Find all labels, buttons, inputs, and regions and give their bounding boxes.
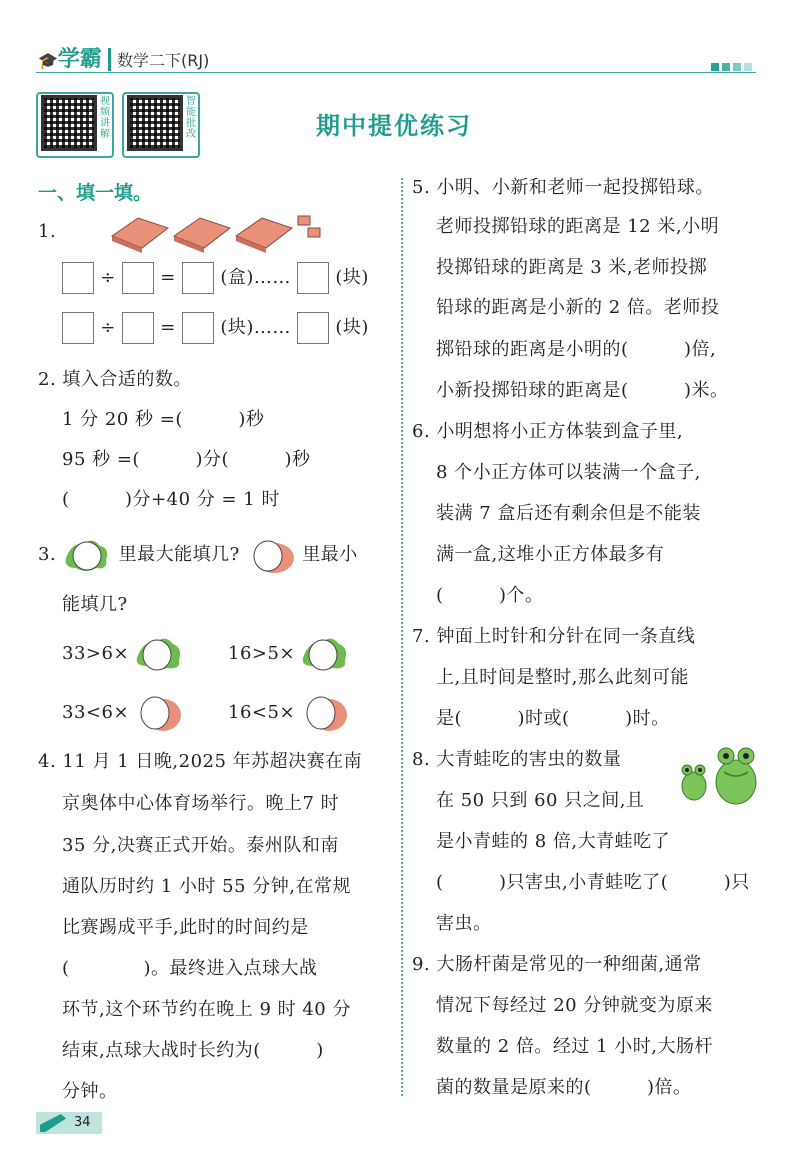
qr-caption: 视频讲解 xyxy=(100,96,110,140)
q4-line: 比赛踢成平手,此时的时间约是 xyxy=(62,917,309,938)
q6-line: 8 个小正方体可以装满一个盒子, xyxy=(436,462,701,483)
column-divider xyxy=(401,178,403,1096)
leaf-circle-icon xyxy=(135,636,183,672)
q7-line: 7. 钟面上时针和分针在同一条直线 xyxy=(412,626,696,647)
q5-line: 老师投掷铅球的距离是 12 米,小明 xyxy=(436,216,720,237)
q4-line: 35 分,决赛正式开始。泰州队和南 xyxy=(62,835,339,856)
q9-line: 菌的数量是原来的( )倍。 xyxy=(436,1077,692,1098)
q8-line: ( )只害虫,小青蛙吃了( )只 xyxy=(436,872,750,893)
chocolate-piece-icon xyxy=(298,216,310,225)
q1-row1: ÷ = (盒)…… (块) xyxy=(62,262,369,294)
book-subtitle: 数学二下(RJ) xyxy=(108,48,209,71)
q4-line: 通队历时约 1 小时 55 分钟,在常规 xyxy=(62,876,351,897)
q6-line: ( )个。 xyxy=(436,585,544,606)
q6-line: 满一盒,这堆小正方体最多有 xyxy=(436,544,665,565)
page-number-tab xyxy=(36,1112,102,1134)
q5-line: 小新投掷铅球的距离是( )米。 xyxy=(436,380,729,401)
qr-code-video[interactable] xyxy=(36,92,114,158)
big-frog-icon xyxy=(716,748,756,804)
frogs-illustration xyxy=(676,742,762,808)
q6-line: 6. 小明想将小正方体装到盒子里, xyxy=(412,421,684,442)
q2-line: 95 秒 =( )分( )秒 xyxy=(62,449,311,470)
q3-expr: 16<5× xyxy=(228,694,349,732)
q3-expr: 16>5× xyxy=(228,636,349,672)
q3-line2: 能填几? xyxy=(62,594,128,615)
q2-title: 2. 填入合适的数。 xyxy=(38,369,192,390)
section-title: 一、填一填。 xyxy=(38,182,153,204)
chocolate-box-icon xyxy=(174,218,230,253)
pencil-icon xyxy=(40,1114,66,1132)
qr-code-grading[interactable] xyxy=(122,92,200,158)
chocolate-illustration xyxy=(108,208,328,254)
q2-line: 1 分 20 秒 =( )秒 xyxy=(62,409,265,430)
answer-box[interactable] xyxy=(297,262,329,294)
peach-circle-icon xyxy=(301,694,349,732)
q7-line: 上,且时间是整时,那么此刻可能 xyxy=(436,667,689,688)
answer-box[interactable] xyxy=(182,312,214,344)
q4-line: 京奥体中心体育场举行。晚上7 时 xyxy=(62,793,340,814)
q4-line: 分钟。 xyxy=(62,1081,118,1102)
page-number: 34 xyxy=(74,1115,91,1130)
leaf-circle-icon xyxy=(62,538,112,572)
q4-line: 结束,点球大战时长约为( ) xyxy=(62,1040,324,1061)
leaf-circle-icon xyxy=(301,636,349,672)
q2-line: ( )分+40 分 = 1 时 xyxy=(62,489,280,510)
q1-number: 1. xyxy=(38,221,57,242)
q1-row2: ÷ = (块)…… (块) xyxy=(62,312,369,344)
q5-line: 铅球的距离是小新的 2 倍。老师投 xyxy=(436,297,720,318)
q9-line: 情况下每经过 20 分钟就变为原来 xyxy=(436,995,713,1016)
q3-expr: 33>6× xyxy=(62,636,183,672)
answer-box[interactable] xyxy=(62,312,94,344)
answer-box[interactable] xyxy=(62,262,94,294)
chocolate-piece-icon xyxy=(308,228,320,237)
peach-circle-icon xyxy=(246,538,296,572)
q5-line: 投掷铅球的距离是 3 米,老师投掷 xyxy=(436,257,708,278)
q8-line: 在 50 只到 60 只之间,且 xyxy=(436,790,645,811)
q4-line: ( )。最终进入点球大战 xyxy=(62,958,318,979)
qr-pattern-icon xyxy=(127,95,183,151)
q9-line: 数量的 2 倍。经过 1 小时,大肠杆 xyxy=(436,1036,714,1057)
q3-line1: 3. 里最大能填几? 里最小 xyxy=(38,538,358,572)
q4-line: 4. 11 月 1 日晚,2025 年苏超决赛在南 xyxy=(38,751,363,772)
brand-logo: 🎓学霸 xyxy=(38,47,102,72)
peach-circle-icon xyxy=(135,694,183,732)
q9-line: 9. 大肠杆菌是常见的一种细菌,通常 xyxy=(412,954,702,975)
brand-icon: 🎓 xyxy=(38,51,58,70)
q4-line: 环节,这个环节约在晚上 9 时 40 分 xyxy=(62,999,351,1020)
q8-line: 害虫。 xyxy=(436,913,492,934)
header-rule xyxy=(36,72,756,73)
q7-line: 是( )时或( )时。 xyxy=(436,708,670,729)
qr-caption: 智能批改 xyxy=(186,96,196,140)
answer-box[interactable] xyxy=(182,262,214,294)
answer-box[interactable] xyxy=(297,312,329,344)
q5-line: 掷铅球的距离是小明的( )倍, xyxy=(436,339,717,360)
answer-box[interactable] xyxy=(122,312,154,344)
q6-line: 装满 7 盒后还有剩余但是不能装 xyxy=(436,503,701,524)
small-frog-icon xyxy=(682,765,706,800)
chocolate-box-icon xyxy=(112,218,168,253)
page-title: 期中提优练习 xyxy=(316,112,472,140)
chocolate-box-icon xyxy=(236,218,292,253)
qr-pattern-icon xyxy=(41,95,97,151)
q8-line: 8. 大青蛙吃的害虫的数量 xyxy=(412,749,622,770)
q5-line: 5. 小明、小新和老师一起投掷铅球。 xyxy=(412,177,714,198)
answer-box[interactable] xyxy=(122,262,154,294)
q8-line: 是小青蛙的 8 倍,大青蛙吃了 xyxy=(436,831,671,852)
q3-expr: 33<6× xyxy=(62,694,183,732)
